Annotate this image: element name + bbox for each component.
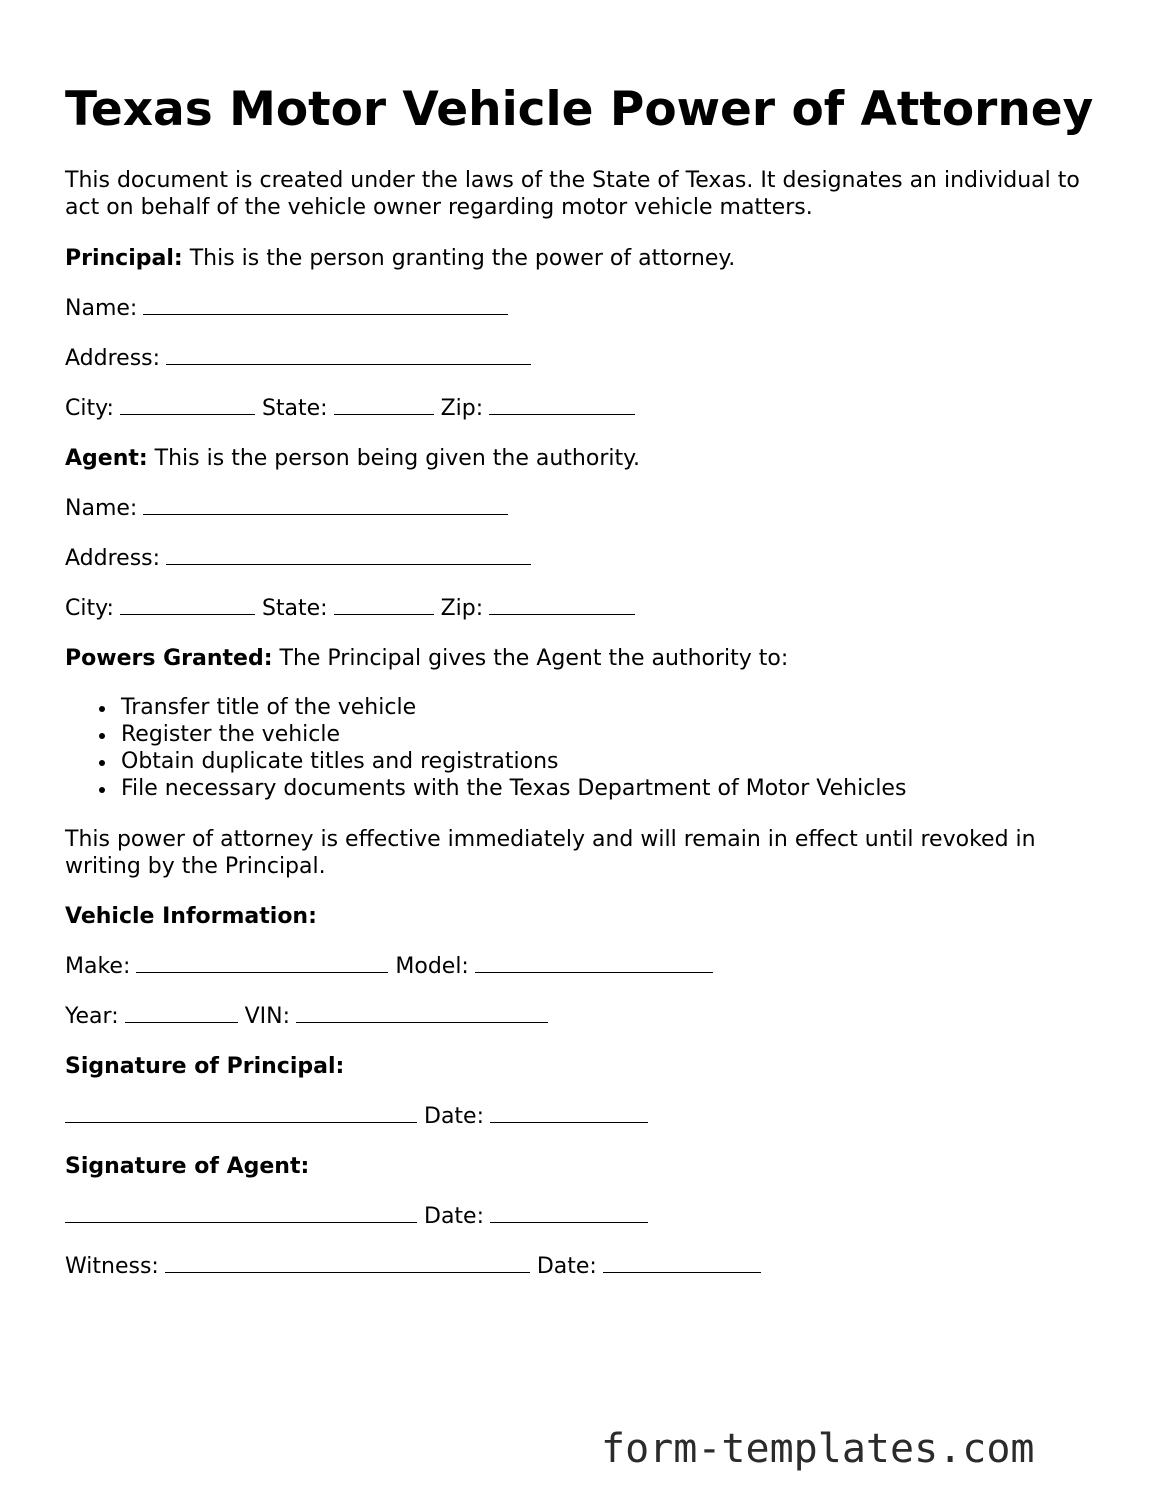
agent-name-label: Name: bbox=[65, 496, 138, 521]
vehicle-make-label: Make: bbox=[65, 954, 131, 979]
witness-label: Witness: bbox=[65, 1254, 159, 1279]
agent-signature-heading: Signature of Agent: bbox=[65, 1154, 310, 1179]
principal-signature-field[interactable] bbox=[65, 1103, 417, 1123]
principal-signature-date-label: Date: bbox=[424, 1104, 484, 1129]
site-watermark: form-templates.com bbox=[601, 1426, 1035, 1472]
principal-signature-date-field[interactable] bbox=[490, 1103, 648, 1123]
powers-heading: Powers Granted: bbox=[65, 646, 273, 671]
witness-signature-field[interactable] bbox=[165, 1253, 530, 1273]
vehicle-make-field[interactable] bbox=[136, 953, 388, 973]
agent-address-row bbox=[65, 545, 531, 572]
agent-address-field[interactable] bbox=[166, 545, 531, 565]
principal-state-field[interactable] bbox=[334, 395, 434, 415]
vehicle-year-row bbox=[65, 1003, 548, 1030]
principal-state-label: State: bbox=[261, 396, 328, 421]
agent-heading: Agent: bbox=[65, 446, 148, 471]
agent-description: This is the person being given the authority. bbox=[154, 446, 640, 471]
agent-name-row bbox=[65, 495, 508, 522]
principal-name-label: Name: bbox=[65, 296, 138, 321]
agent-signature-field[interactable] bbox=[65, 1203, 417, 1223]
witness-date-label: Date: bbox=[536, 1254, 597, 1279]
vehicle-vin-field[interactable] bbox=[296, 1003, 548, 1023]
vehicle-model-label: Model: bbox=[395, 954, 469, 979]
principal-name-row bbox=[65, 295, 508, 322]
agent-signature-row bbox=[65, 1203, 648, 1230]
principal-heading: Principal: bbox=[65, 246, 183, 271]
witness-date-field[interactable] bbox=[603, 1253, 761, 1273]
principal-name-field[interactable] bbox=[143, 295, 508, 315]
powers-section-heading bbox=[65, 645, 788, 672]
principal-city-label: City: bbox=[65, 396, 114, 421]
principal-address-field[interactable] bbox=[166, 345, 531, 365]
agent-city-field[interactable] bbox=[120, 595, 255, 615]
witness-row bbox=[65, 1253, 761, 1280]
vehicle-year-field[interactable] bbox=[125, 1003, 238, 1023]
agent-city-row bbox=[65, 595, 635, 622]
agent-address-label: Address: bbox=[65, 546, 161, 571]
agent-city-label: City: bbox=[65, 596, 114, 621]
principal-zip-field[interactable] bbox=[489, 395, 635, 415]
principal-address-label: Address: bbox=[65, 346, 161, 371]
agent-zip-label: Zip: bbox=[440, 596, 484, 621]
agent-signature-date-field[interactable] bbox=[490, 1203, 648, 1223]
principal-signature-row bbox=[65, 1103, 648, 1130]
intro-paragraph: This document is created under the laws of the State of Texas. It designates an individual to act on behalf of the vehicle owner regarding motor vehicle matters. bbox=[65, 168, 1080, 220]
principal-section-heading bbox=[65, 245, 735, 272]
powers-list bbox=[65, 694, 906, 802]
powers-description: The Principal gives the Agent the authority to: bbox=[279, 646, 789, 671]
vehicle-vin-label: VIN: bbox=[244, 1004, 291, 1029]
agent-section-heading bbox=[65, 445, 640, 472]
document-title: Texas Motor Vehicle Power of Attorney bbox=[65, 82, 1094, 137]
principal-zip-label: Zip: bbox=[440, 396, 484, 421]
principal-address-row bbox=[65, 345, 531, 372]
list-item: Transfer title of the vehicle bbox=[121, 694, 906, 721]
agent-zip-field[interactable] bbox=[489, 595, 635, 615]
agent-name-field[interactable] bbox=[143, 495, 508, 515]
list-item: File necessary documents with the Texas Department of Motor Vehicles bbox=[121, 776, 907, 801]
list-item: Obtain duplicate titles and registrations bbox=[121, 748, 906, 775]
principal-description: This is the person granting the power of attorney. bbox=[189, 246, 736, 271]
effective-paragraph: This power of attorney is effective immediately and will remain in effect until revoked in writing by the Principal. bbox=[65, 827, 1036, 879]
principal-city-field[interactable] bbox=[120, 395, 255, 415]
vehicle-year-label: Year: bbox=[65, 1004, 119, 1029]
agent-state-label: State: bbox=[261, 596, 328, 621]
vehicle-heading: Vehicle Information: bbox=[65, 904, 317, 929]
list-item: Register the vehicle bbox=[121, 721, 906, 748]
vehicle-make-row bbox=[65, 953, 713, 980]
principal-city-row bbox=[65, 395, 635, 422]
vehicle-model-field[interactable] bbox=[475, 953, 713, 973]
principal-signature-heading: Signature of Principal: bbox=[65, 1054, 345, 1079]
agent-signature-date-label: Date: bbox=[424, 1204, 484, 1229]
agent-state-field[interactable] bbox=[334, 595, 434, 615]
